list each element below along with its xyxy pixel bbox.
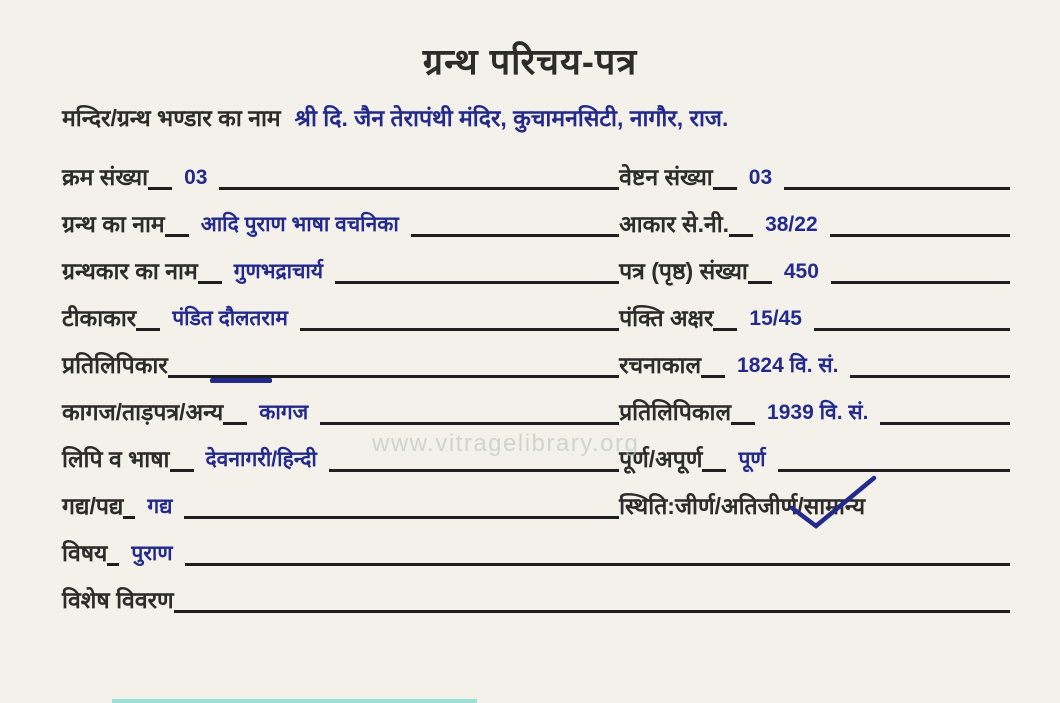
field-value: पूर्ण — [738, 447, 766, 471]
field-label: लिपि व भाषा — [62, 445, 170, 472]
field-label: आकार से.नी. — [619, 210, 730, 237]
field-value: 1939 वि. सं. — [767, 400, 869, 424]
checked-option-text: सामान्य — [803, 492, 866, 519]
rule-line — [107, 542, 119, 566]
rule-line — [174, 610, 198, 613]
rule-line — [701, 354, 725, 378]
rule-line — [300, 307, 607, 331]
rule-line — [329, 448, 607, 472]
rule-line — [165, 213, 189, 237]
form-row — [62, 331, 1010, 378]
field-script-language — [62, 447, 607, 472]
rule-line — [607, 494, 619, 519]
rule-line — [731, 401, 755, 425]
field-label: क्रम संख्या — [62, 163, 149, 190]
rule-line — [198, 260, 222, 284]
form-row — [62, 472, 1010, 519]
rule-line — [784, 166, 1010, 190]
checkmark-icon — [786, 474, 882, 536]
field-value: पुराण — [131, 541, 173, 565]
rule-line — [778, 448, 1010, 472]
temple-name-value: श्री दि. जैन तेरापंथी मंदिर, कुचामनसिटी, नागौर, राज. — [294, 105, 729, 131]
form-row — [62, 237, 1010, 284]
rule-line — [607, 259, 619, 284]
rule-line — [148, 166, 172, 190]
field-serial-number — [62, 165, 607, 190]
rule-line — [411, 213, 607, 237]
form-row — [62, 284, 1010, 331]
field-label: पत्र (पृष्ठ) संख्या — [619, 257, 748, 284]
rule-line — [607, 353, 619, 378]
field-composition-date — [607, 353, 1010, 378]
field-lines-letters — [607, 306, 1010, 331]
rule-line — [748, 260, 772, 284]
rule-line — [607, 400, 619, 425]
form-row — [62, 378, 1010, 425]
field-label: प्रतिलिपिकाल — [619, 398, 732, 425]
form-body — [62, 143, 1010, 613]
field-label: स्थिति:जीर्ण/अतिजीर्ण/ — [619, 492, 804, 519]
rule-line — [223, 401, 247, 425]
field-commentator — [62, 306, 607, 331]
pen-dash-mark — [210, 378, 272, 383]
page-title: ग्रन्थ परिचय-पत्र — [422, 41, 638, 82]
rule-line — [123, 495, 135, 519]
temple-name-label: मन्दिर/ग्रन्थ भण्डार का नाम — [62, 105, 281, 131]
rule-line — [170, 448, 194, 472]
field-label: रचनाकाल — [619, 351, 702, 378]
field-material — [62, 400, 607, 425]
field-label: पूर्ण/अपूर्ण — [619, 445, 703, 472]
field-value: 03 — [748, 165, 773, 189]
field-label: विशेष विवरण — [62, 586, 174, 613]
rule-line — [335, 260, 607, 284]
form-row — [62, 190, 1010, 237]
field-complete-incomplete — [607, 447, 1010, 472]
rule-line — [814, 307, 1010, 331]
rule-line — [831, 260, 1010, 284]
field-label: पंक्ति अक्षर — [619, 304, 714, 331]
field-book-name — [62, 212, 607, 237]
field-value: 03 — [184, 165, 208, 189]
field-copy-date — [607, 400, 1010, 425]
field-label: कागज/ताड़पत्र/अन्य — [62, 398, 224, 425]
field-bundle-number — [607, 165, 1010, 190]
field-value: 38/22 — [765, 212, 818, 236]
rule-line — [607, 306, 619, 331]
field-label: प्रतिलिपिकार — [62, 351, 168, 378]
field-value: 15/45 — [749, 306, 802, 330]
rule-line — [850, 354, 1010, 378]
form-row — [62, 143, 1010, 190]
field-value: गुणभद्राचार्य — [233, 259, 324, 283]
field-value: 1824 वि. सं. — [737, 353, 839, 377]
field-label: विषय — [62, 539, 108, 566]
field-prose-verse — [62, 494, 607, 519]
field-value: पंडित दौलतराम — [172, 306, 288, 330]
field-condition — [607, 494, 1010, 519]
rule-line — [729, 213, 753, 237]
field-label: वेष्टन संख्या — [619, 163, 713, 190]
rule-line — [136, 307, 160, 331]
field-value: कागज — [259, 400, 309, 424]
rule-line — [713, 166, 737, 190]
field-value: 450 — [783, 259, 819, 283]
rule-line — [607, 447, 619, 472]
field-label: टीकाकार — [62, 304, 137, 331]
scan-edge-artifact — [112, 699, 477, 703]
rule-line — [702, 448, 726, 472]
rule-line — [185, 542, 1010, 566]
temple-name-row — [62, 101, 1012, 133]
field-label: ग्रन्थकार का नाम — [62, 257, 198, 284]
condition-checked-option — [804, 494, 865, 519]
rule-line — [219, 166, 607, 190]
field-copyist — [62, 353, 607, 378]
rule-line — [880, 401, 1010, 425]
rule-line — [713, 307, 737, 331]
field-value: देवनागरी/हिन्दी — [205, 447, 317, 471]
rule-line — [198, 610, 1010, 613]
field-special-details — [62, 566, 1010, 613]
rule-line — [607, 212, 619, 237]
field-label: गद्य/पद्य — [62, 492, 124, 519]
field-page-count — [607, 259, 1010, 284]
rule-line — [320, 401, 607, 425]
form-row — [62, 425, 1010, 472]
rule-line — [830, 213, 1010, 237]
field-size-cm — [607, 212, 1010, 237]
rule-line — [607, 165, 619, 190]
field-label: ग्रन्थ का नाम — [62, 210, 165, 237]
field-value: गद्य — [147, 494, 173, 518]
field-value: आदि पुराण भाषा वचनिका — [200, 212, 399, 236]
field-author-name — [62, 259, 607, 284]
rule-line — [184, 495, 607, 519]
watermark-text: www.vitragelibrary.org — [372, 430, 640, 457]
